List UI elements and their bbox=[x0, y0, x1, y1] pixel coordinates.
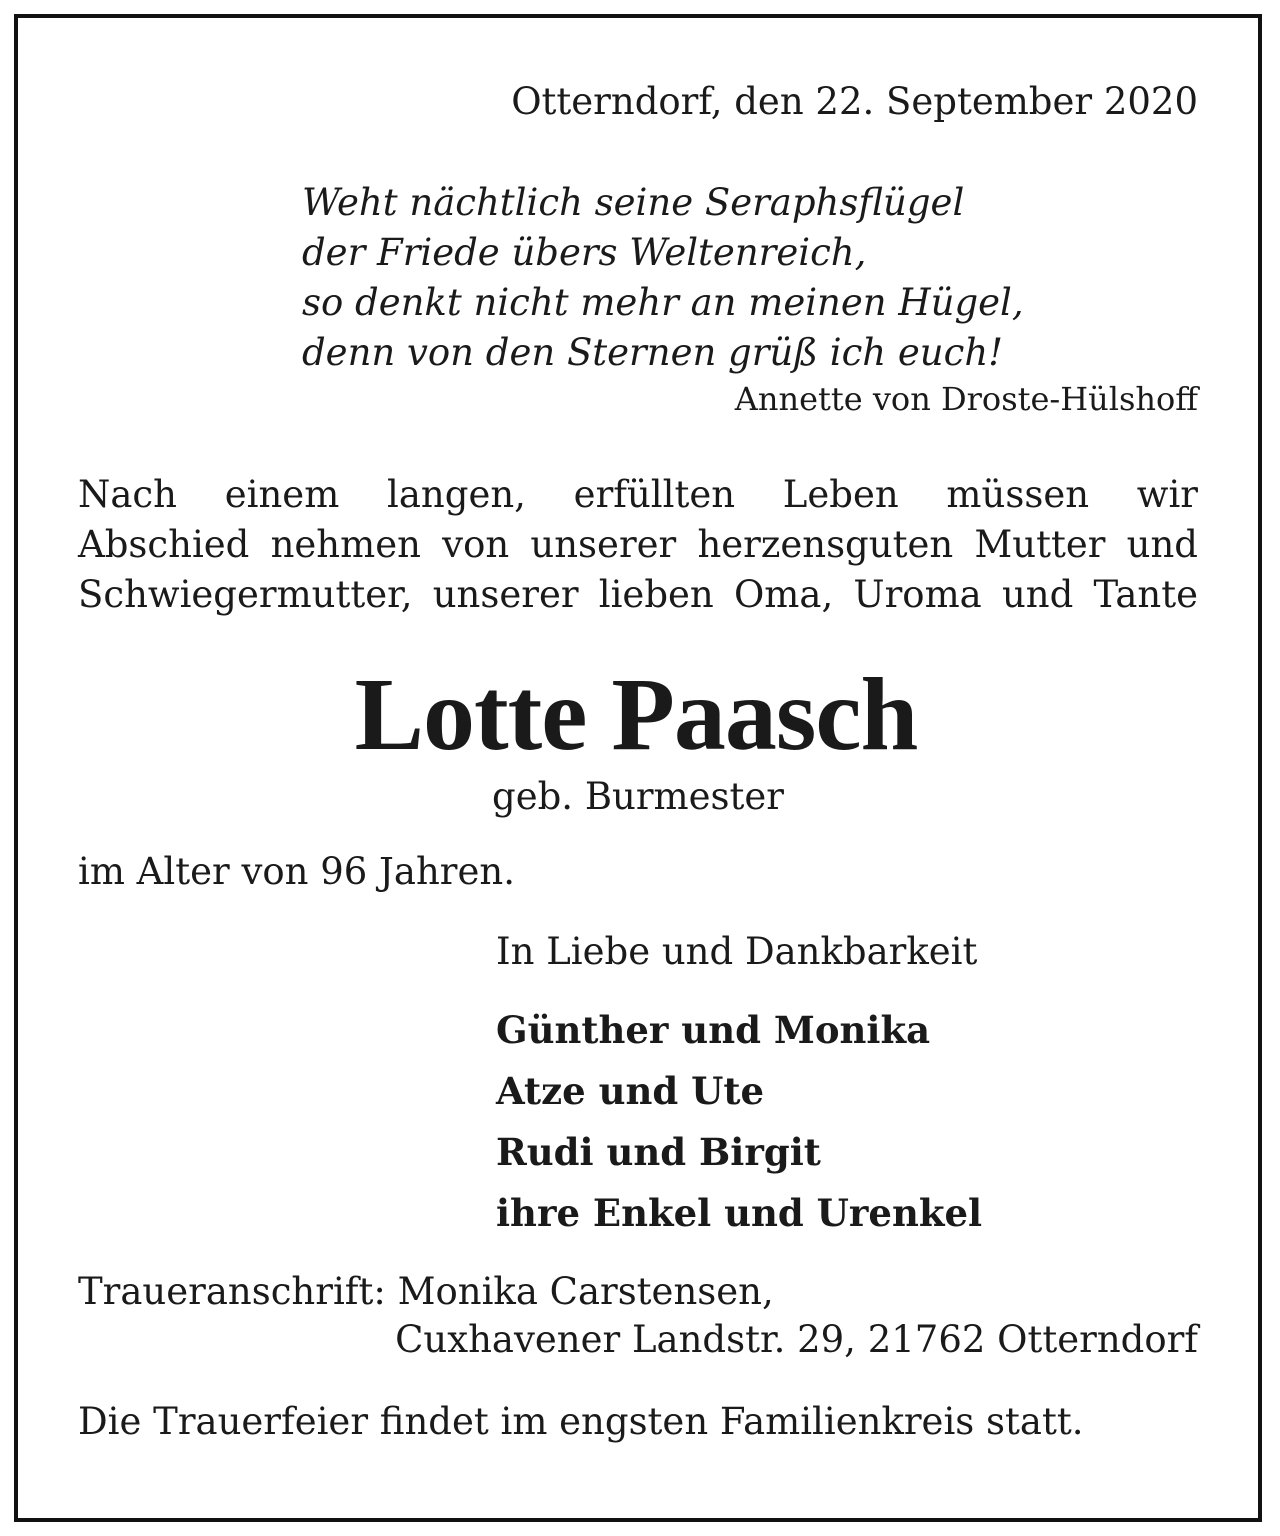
mourning-address-line-2: Cuxhavener Landstr. 29, 21762 Otterndorf bbox=[395, 1318, 1198, 1361]
intro-line: Schwiegermutter, unserer lieben Oma, Uroma und Tante bbox=[78, 573, 1198, 616]
family-member: Atze und Ute bbox=[496, 1069, 765, 1113]
poem-line: denn von den Sternen grüß ich euch! bbox=[302, 331, 1004, 374]
family-member: Rudi und Birgit bbox=[496, 1130, 821, 1174]
poem-line: so denkt nicht mehr an meinen Hügel, bbox=[302, 281, 1024, 324]
deceased-name: Lotte Paasch bbox=[354, 657, 918, 772]
poem-line: Weht nächtlich seine Seraphsflügel bbox=[302, 181, 965, 224]
intro-line: Abschied nehmen von unserer herzensguten Mutter und bbox=[78, 523, 1198, 566]
intro-line: Nach einem langen, erfüllten Leben müssen wir bbox=[78, 473, 1198, 516]
family-member: Günther und Monika bbox=[496, 1008, 931, 1052]
poem bbox=[302, 178, 1024, 378]
maiden-name: geb. Burmester bbox=[492, 775, 784, 818]
poem-line: der Friede übers Weltenreich, bbox=[302, 231, 867, 274]
closing-line: In Liebe und Dankbarkeit bbox=[496, 930, 978, 973]
age-line: im Alter von 96 Jahren. bbox=[78, 850, 515, 893]
ceremony-note: Die Trauerfeier findet im engsten Familienkreis statt. bbox=[78, 1400, 1084, 1443]
family-member: ihre Enkel und Urenkel bbox=[496, 1191, 983, 1235]
date-line: Otterndorf, den 22. September 2020 bbox=[511, 80, 1198, 123]
family-list bbox=[496, 1000, 982, 1244]
poem-author: Annette von Droste-Hülshoff bbox=[734, 380, 1198, 418]
mourning-address-line-1: Traueranschrift: Monika Carstensen, bbox=[78, 1270, 774, 1313]
intro-text bbox=[78, 470, 1198, 620]
